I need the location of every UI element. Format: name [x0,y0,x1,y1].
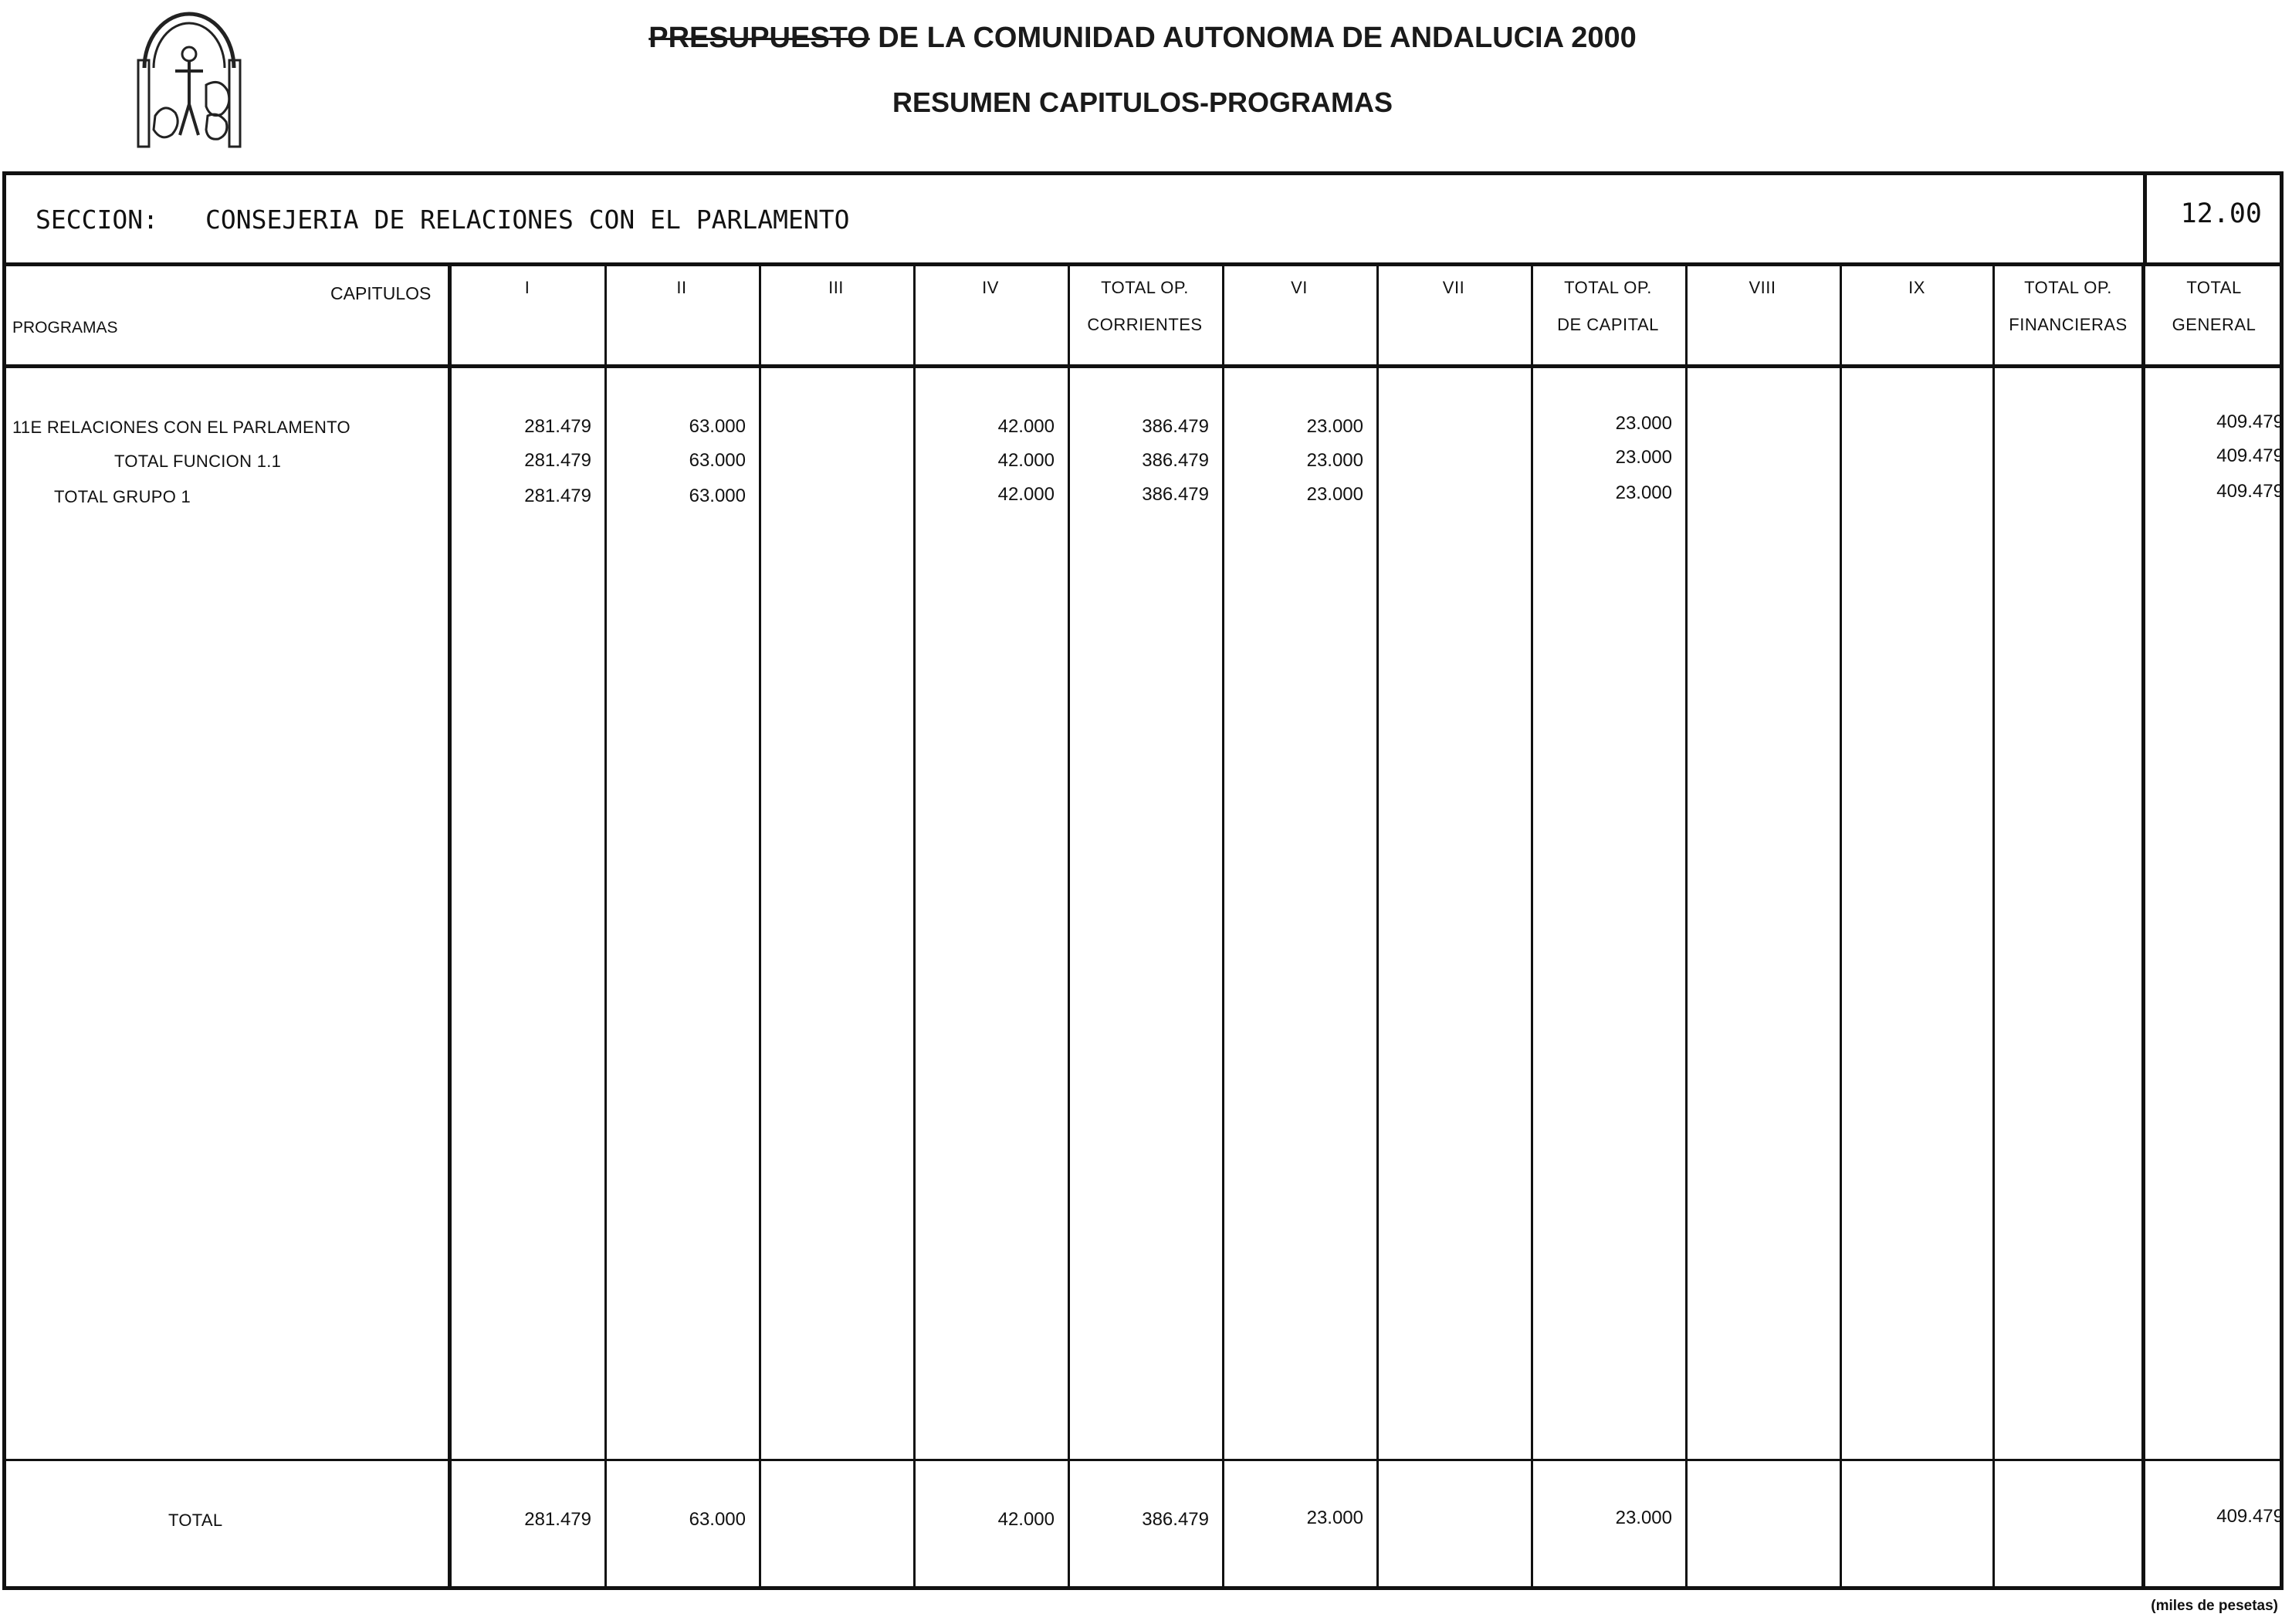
col-header-5: TOTAL OP. CORRIENTES [1087,278,1203,334]
cell-value: 281.479 [524,416,591,437]
cell-value: 409.479 [2216,481,2284,502]
col-header-9: VIII [1749,278,1776,297]
total-value: 42.000 [997,1509,1055,1530]
col-header-7: VII [1442,278,1465,297]
corner-header-capitulos: CAPITULOS [330,283,432,303]
document-title [602,22,1683,55]
cell-value: 63.000 [689,450,746,471]
cell-value: 42.000 [997,416,1055,437]
cell-value: 386.479 [1142,484,1209,505]
col-header-6: VI [1291,278,1308,297]
row-label: TOTAL FUNCION 1.1 [114,452,282,471]
corner-header-programas: PROGRAMAS [12,319,118,337]
document-subtitle: RESUMEN CAPITULOS-PROGRAMAS [892,86,1393,118]
cell-value: 386.479 [1142,416,1209,437]
cell-value: 281.479 [524,450,591,471]
cell-value: 42.000 [997,484,1055,505]
budget-table [2,171,2284,1590]
col-header-11: TOTAL OP. FINANCIERAS [2009,278,2128,334]
junta-andalucia-emblem [135,0,243,151]
cell-value: 42.000 [997,450,1055,471]
cell-value: 23.000 [1306,416,1363,437]
cell-value: 386.479 [1142,450,1209,471]
column-divider [448,266,452,1590]
section-name: CONSEJERIA DE RELACIONES CON EL PARLAMENTO [205,205,850,235]
total-value: 409.479 [2216,1506,2284,1527]
cell-value: 23.000 [1615,447,1672,468]
col-header-2: II [676,278,687,297]
units-note: (miles de pesetas) [2151,1598,2278,1614]
total-value: 281.479 [524,1509,591,1530]
column-divider [759,266,761,1590]
col-header-12: TOTAL GENERAL [2172,278,2256,334]
column-header-row [6,266,2280,368]
column-divider [1992,266,1995,1590]
total-value: 23.000 [1615,1507,1672,1528]
section-code-cell [2143,175,2284,262]
document-title-rest: DE LA COMUNIDAD AUTONOMA DE ANDALUCIA 2000 [869,22,1637,54]
document-title-struck: PRESUPUESTO [648,22,870,54]
cell-value: 23.000 [1306,484,1363,505]
cell-value: 281.479 [524,486,591,506]
column-divider [1376,266,1379,1590]
cell-value: 409.479 [2216,411,2284,432]
section-label: SECCION: [36,205,158,235]
cell-value: 23.000 [1306,450,1363,471]
column-divider [1840,266,1842,1590]
total-label: TOTAL [168,1511,223,1530]
col-header-8: TOTAL OP. DE CAPITAL [1557,278,1659,334]
col-header-10: IX [1908,278,1925,297]
total-value: 63.000 [689,1509,746,1530]
total-value: 23.000 [1306,1507,1363,1528]
col-header-3: III [828,278,844,297]
row-label: 11E RELACIONES CON EL PARLAMENTO [12,418,350,437]
cell-value: 409.479 [2216,445,2284,466]
col-header-4: IV [982,278,999,297]
cell-value: 63.000 [689,416,746,437]
row-label: TOTAL GRUPO 1 [54,487,191,506]
col-header-1: I [524,278,530,297]
section-row [6,175,2280,266]
cell-value: 63.000 [689,486,746,506]
section-code: 12.00 [2180,198,2262,229]
column-divider [1685,266,1688,1590]
total-value: 386.479 [1142,1509,1209,1530]
total-separator [6,1459,2280,1461]
cell-value: 23.000 [1615,413,1672,434]
cell-value: 23.000 [1615,482,1672,503]
